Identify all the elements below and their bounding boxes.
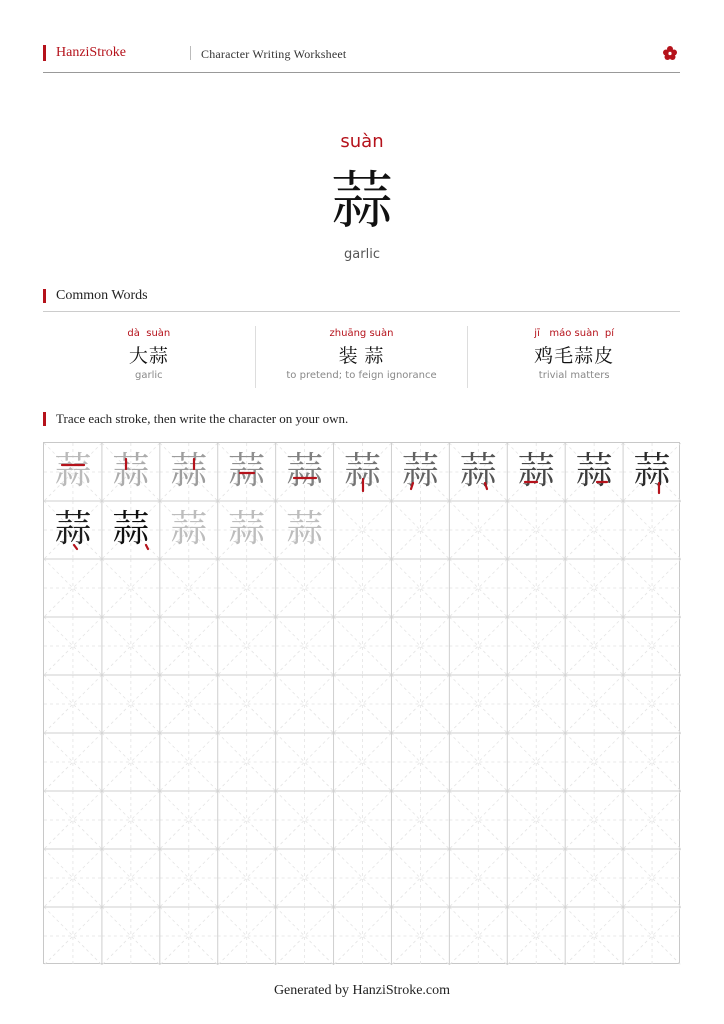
current-stroke-marker bbox=[102, 443, 160, 501]
word-pinyin: jī máo suàn pí bbox=[534, 328, 615, 339]
current-stroke-marker bbox=[623, 443, 681, 501]
stroke-order-cell: 蒜 bbox=[391, 443, 449, 501]
current-stroke-marker bbox=[102, 501, 160, 559]
brand-name[interactable]: HanziStroke bbox=[56, 45, 126, 60]
word-item bbox=[467, 326, 680, 388]
trace-cell[interactable]: 蒜 bbox=[228, 509, 266, 550]
brand-accent-bar bbox=[43, 45, 46, 61]
word-meaning: trivial matters bbox=[538, 370, 610, 381]
character-pinyin: suàn bbox=[340, 131, 384, 152]
word-meaning: garlic bbox=[135, 370, 163, 381]
word-hanzi: 装 蒜 bbox=[338, 346, 385, 367]
section-accent-bar bbox=[43, 412, 46, 426]
section-title: Common Words bbox=[56, 288, 148, 303]
practice-grid bbox=[43, 442, 680, 964]
section-accent-bar bbox=[43, 289, 46, 303]
instruction-text: Trace each stroke, then write the character on your own. bbox=[56, 411, 349, 426]
section-divider bbox=[43, 311, 680, 312]
current-stroke-marker bbox=[565, 443, 623, 501]
header-divider bbox=[43, 72, 680, 73]
footer-credit: Generated by HanziStroke.com bbox=[273, 983, 451, 998]
stroke-order-cell: 蒜 bbox=[44, 501, 102, 559]
word-pinyin: dà suàn bbox=[127, 328, 171, 339]
word-hanzi: 鸡毛蒜皮 bbox=[534, 346, 615, 367]
current-stroke-marker bbox=[334, 443, 392, 501]
trace-cell[interactable]: 蒜 bbox=[286, 509, 324, 550]
header-separator bbox=[190, 46, 191, 60]
stroke-order-cell: 蒜 bbox=[44, 443, 102, 501]
common-words-list bbox=[43, 326, 680, 388]
stroke-order-cell: 蒜 bbox=[507, 443, 565, 501]
plum-blossom-icon bbox=[662, 45, 678, 61]
character-meaning: garlic bbox=[344, 247, 380, 262]
stroke-order-cell: 蒜 bbox=[160, 443, 218, 501]
current-stroke-marker bbox=[44, 501, 102, 559]
current-stroke-marker bbox=[391, 443, 449, 501]
word-pinyin: zhuāng suàn bbox=[329, 328, 394, 339]
word-item bbox=[255, 326, 468, 388]
word-item bbox=[43, 326, 255, 388]
current-stroke-marker bbox=[507, 443, 565, 501]
current-stroke-marker bbox=[449, 443, 507, 501]
word-hanzi: 大蒜 bbox=[128, 346, 169, 367]
current-stroke-marker bbox=[160, 443, 218, 501]
stroke-order-cell: 蒜 bbox=[565, 443, 623, 501]
word-meaning: to pretend; to feign ignorance bbox=[286, 370, 437, 381]
character-hanzi: 蒜 bbox=[330, 168, 393, 236]
stroke-order-cell: 蒜 bbox=[102, 501, 160, 559]
stroke-order-cell: 蒜 bbox=[623, 443, 681, 501]
header-subtitle: Character Writing Worksheet bbox=[201, 47, 347, 61]
stroke-order-cell: 蒜 bbox=[449, 443, 507, 501]
stroke-order-cell: 蒜 bbox=[276, 443, 334, 501]
current-stroke-marker bbox=[276, 443, 334, 501]
stroke-order-cell: 蒜 bbox=[334, 443, 392, 501]
trace-cell[interactable]: 蒜 bbox=[170, 509, 208, 550]
current-stroke-marker bbox=[218, 443, 276, 501]
stroke-order-cell: 蒜 bbox=[218, 443, 276, 501]
current-stroke-marker bbox=[44, 443, 102, 501]
stroke-order-cell: 蒜 bbox=[102, 443, 160, 501]
worksheet-header bbox=[43, 44, 680, 64]
